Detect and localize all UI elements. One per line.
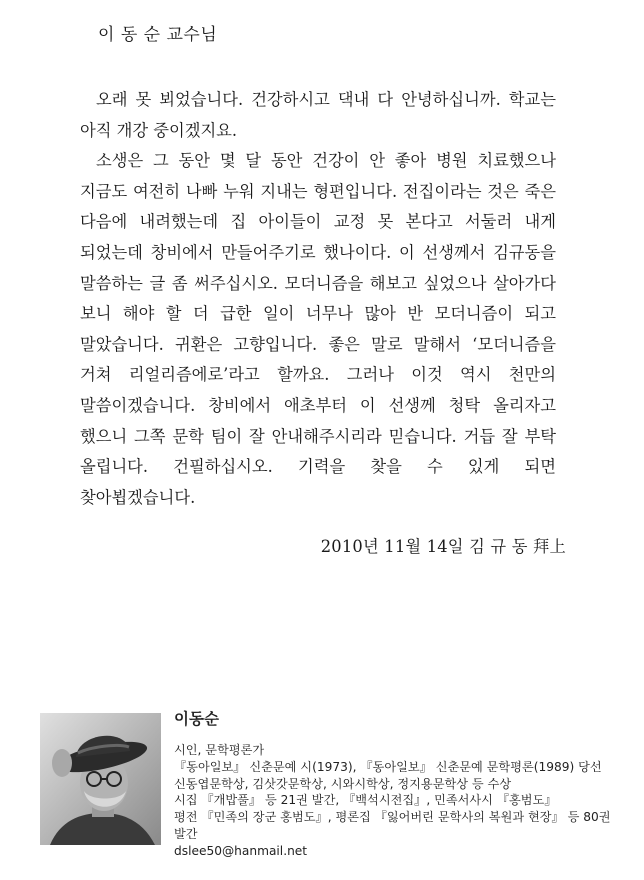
author-portrait <box>40 713 161 845</box>
bio-line: 평전 『민족의 장군 홍범도』, 평론집 『잃어버린 문학사의 복원과 현장』 등 80권 발간 <box>174 810 611 841</box>
author-bio <box>40 710 620 870</box>
bio-line: 시집 『개밥풀』 등 21권 발간, 『백석시전집』, 민족서사시 『홍범도』 <box>174 793 557 808</box>
bio-line: 『동아일보』 신춘문예 시(1973), 『동아일보』 신춘문예 문학평론(1989) 당선 <box>174 759 602 774</box>
author-name: 이동순 <box>174 710 219 728</box>
letter-paragraph: 오래 못 뵈었습니다. 건강하시고 댁내 다 안녕하십니까. 학교는 아직 개강 중이겠지요. <box>80 90 556 140</box>
letter-body <box>80 85 556 513</box>
author-email[interactable]: dslee50@hanmail.net <box>174 843 308 858</box>
letter-closing: 2010년 11월 14일 김 규 동 拜上 <box>320 537 566 556</box>
bio-line: 신동엽문학상, 김삿갓문학상, 시와시학상, 정지용문학상 등 수상 <box>174 776 512 791</box>
bio-line: 시인, 문학평론가 <box>174 743 265 757</box>
portrait-image <box>40 713 161 845</box>
bio-text <box>174 710 624 860</box>
letter-paragraph: 소생은 그 동안 몇 달 동안 건강이 안 좋아 병원 치료했으나 지금도 여전히 나빠 누워 지내는 형편입니다. 전집이라는 것은 죽은 다음에 내려했는데 집 아이들이 교정 못 본다고 서둘러 내게 되었는데 창비에서 만들어주기로 했나이다. 이 선생께서 김규동을 말씀하는 글 좀 써주십시오. 모더니즘을 해보고 싶었으나 살아가다 보니 해야 할 더 급한 일이 너무나 많아 반 모더니즘이 되고 말았습니다. 귀환은 고향입니다. 좋은 말로 말해서 ‘모더니즘을 거쳐 리얼리즘에로’라고 할까요. 그러나 이것 역시 천만의 말씀이겠습니다. 창비에서 애초부터 이 선생께 청탁 올리자고 했으니 그쪽 문학 팀이 잘 안내해주시리라 믿습니다. 거듭 잘 부탁 올립니다. 건필하십시오. 기력을 찾을 수 있게 되면 찾아뵙겠습니다. <box>80 151 556 507</box>
letter-salutation: 이 동 순 교수님 <box>98 25 218 45</box>
